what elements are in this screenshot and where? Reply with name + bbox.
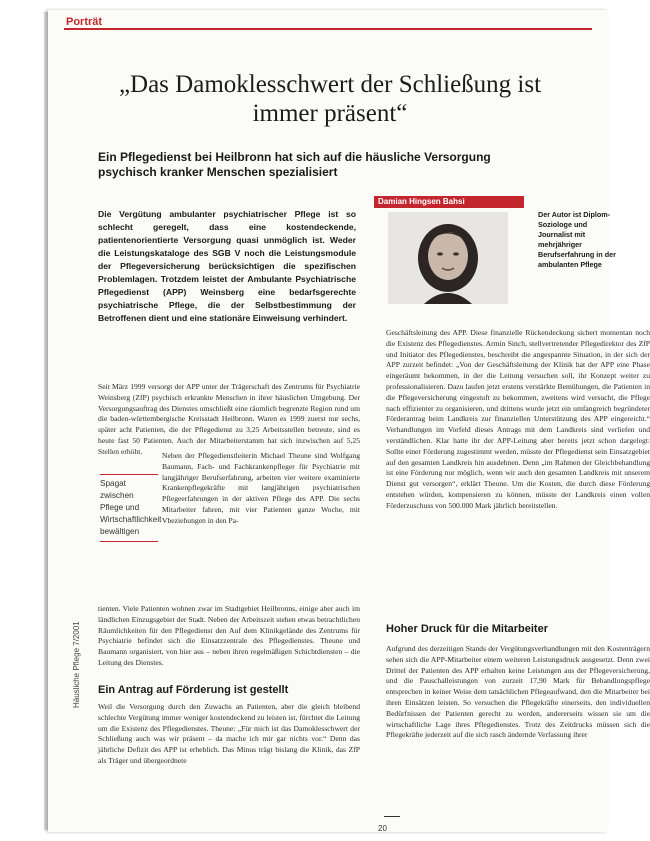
pull-quote: Spagat zwischen Pflege und Wirtschaftlichkeit bewältigen [100,474,158,542]
body-text-left-c: tienten. Viele Patienten wohnen zwar im Stadtgebiet Heilbronns, einige aber auch im ländlichen Einzugsgebiet der Stadt. Neben der Arbeitszeit stehen etwas betrachtlichen Räumlichkeiten für den Pflegedienst den Auf dem Klinikgelände des Zentrums für Psychiatrie befindet sich die Einsatzzentrale des Pflegedienstes. Theune und Baumann organisiert, von hier aus – neben ihren regelmäßigen Schichtdiensten – die Leitung des Dienstes. [98,604,360,667]
page-number: 20 [378,824,387,833]
body-text-right-a: Geschäftsleitung des APP. Diese finanzielle Rückendeckung sichert momentan noch die Existenz des Pflegedienstes. Armin Sinch, stellvertretender Pflegedirektor des ZfP und Initiator des Pflegedienstes, beschreibt die angespannte Situation, in der sich der APP zurzeit befindet: „Von der Geschäftsleitung der Klinik hat der APP eine Phase eingeräumt bekommen, in der die Leitung versuchen soll, ihr Konzept weiter zu professionalisieren. Dazu laufen jetzt erstens verstärkte Bemühungen, die Patienten in die Pflegeversicherung eingestuft zu bekommen, zweitens wird versucht, die Pflege nach effizienter zu organisieren, und drittens wurde jetzt ein umfangreich begründeter Förderantrag beim Landkreis zur finanziellen Unterstützung des APP eingereicht.“ Verhandlungen im Vorfeld dieses Antrags mit dem Landkreis sind verliefen und verständlichen. Klar hatte ihr der APP-Leitung aber bereits jetzt schon dargelegt: Sollte einer Förderung zugestimmt werden, müsste der Pflegedienst sein Einsatzgebiet auf den gesamten Landkreis hin ausdehnen. Denn „im Rahmen der Gleichbehandlung ist eine Förderung nur möglich, wenn wir auch den gesamten Landkreis mit unserem Dienst gut versorgen“, erklärt Theune. Um die Kosten, die durch diese Förderung entstehen würden, kompensieren zu können, müsste der Landkreis einen vollen Förderzuschuss von 500.000 Mark jährlich bereitstellen. [386,328,650,510]
body-text-right-b: Aufgrund des derzeitigen Stands der Vergütungsverhandlungen mit den Kostenträgern sehen sich die APP-Mitarbeiter einem weiteren Leistungsdruck ausgesetzt. Denn zwei Drittel der Patienten des APP erhalten keine Leistungen aus der Pflegeversicherung, und die Pauschalleistungen von zurzeit 17,90 Mark für Behandlungspflege entsprechen in keiner Weise dem tatsächlichen Pflegeaufwand, den die Mitarbeiter bei ihren Einsätzen leisten. So versuchen die Pflegekräfte einerseits, den individuellen Bedürfnissen der Patienten gerecht zu werden, andererseits wissen sie um die wirtschaftliche Lage ihres Pflegedienstes. Trotz des Zeitdrucks müssen sich die Pflegekräfte jederzeit auf die sich rasch ändernde Verfassung ihrer [386,644,650,740]
subheading-pressure: Hoher Druck für die Mitarbeiter [386,623,548,635]
body-text-left-a: Seit März 1999 versorgt der APP unter der Trägerschaft des Zentrums für Psychiatrie Weinsberg (ZfP) psychisch erkrankte Menschen in ihrer häuslichen Umgebung. Der Versorgungsauftrag des Dienstes umschließt eine räumlich begrenzte Region rund um die baden-württembergische Kreisstadt Heilbronn. Waren es 1999 zuerst nur sechs, später acht Patienten, die der Pflegedienst zu 3,25 Arbeitsstellen betreute, sind es heute fast 50 Patienten. Auch der Mitarbeiterstamm hat sich inzwischen auf 5,25 Stellen erhöht. [98,382,360,456]
body-text-left-d: Weil die Versorgung durch den Zuwachs an Patienten, aber die gleich bleibend schlechte Vergütung immer weniger kostendeckend zu leisten ist, fürchtet die Leitung um die Existenz des Pflegedienstes. Theune: „Für mich ist das Damoklesschwert der Schließung auch was wir präsent – da mache ich mir gar nichts vor.“ Denn das jährliche Defizit des APP ist erheblich. Das Minus trägt bislang die Klinik, das ZfP als Träger und übergeordnete [98,702,360,765]
subhead: Ein Pflegedienst bei Heilbronn hat sich auf die häusliche Versorgung psychisch kranker Menschen spezialisiert [98,150,491,179]
body-text-left-b: Neben der Pflegedienstleiterin Michael Theune sind Wolfgang Baumann, Fach- und Fachkrankenpfleger für Psychiatrie mit langjähriger Berufserfahrung, arbeiten vier weitere examinierte Krankenpflegekräfte mit langjährigen psychiatrischen Pflegeerfahrungen in der aktiven Pflege des APP. Die sechs Mitarbeiter fahren, mit vier Patienten ganze Woche, mit Vbeziehungen in den Pa- [162,451,360,525]
author-box [374,196,526,304]
footer-rule [384,816,400,817]
subheading-funding: Ein Antrag auf Förderung ist gestellt [98,684,289,696]
author-bio: Der Autor ist Diplom-Soziologe und Journalist mit mehrjähriger Berufserfahrung in der ambulanten Pflege [538,210,616,269]
headline: „Das Damoklesschwert der Schließung ist immer präsent“ [118,71,542,127]
issue-caption: Häusliche Pflege 7/2001 [72,621,81,708]
author-portrait [388,212,508,304]
magazine-page [48,10,650,833]
lead-paragraph: Die Vergütung ambulanter psychiatrischer Pflege ist so schlecht geregelt, dass eine kostendeckende, patientenorientierte Versorgung quasi unmöglich ist. Weder die Leistungskataloge des SGB V noch die Leistungsmodule der Pflegeversicherung berücksichtigen die spezifischen Problemlagen. Trotzdem leistet der Ambulante Psychiatrische Pflegedienst (APP) Weinsberg eine bedarfsgerechte psychiatrische Pflege, die der Selbstbestimmung der Betroffenen dient und eine stationäre Einweisung verhindert. [98,209,356,323]
author-name: Damian Hingsen Bahsi [374,196,524,208]
section-rule [64,28,592,30]
section-label: Porträt [66,16,103,28]
